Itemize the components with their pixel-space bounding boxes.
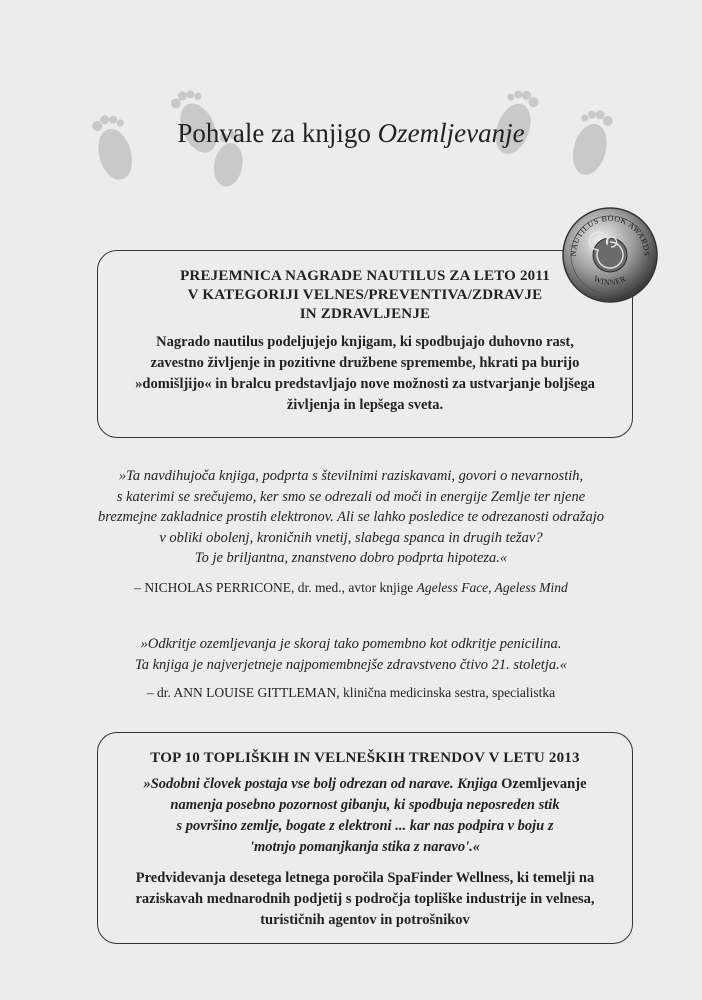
award-body-line: življenja in lepšega sveta.: [286, 397, 444, 413]
award-heading-line: IN ZDRAVLJENJE: [299, 306, 431, 322]
award-body-line: »domišljijo« in bralcu predstavljajo nove možnosti za ustvarjanje boljšega: [135, 376, 595, 392]
award-body-line: Nagrado nautilus podeljujejo knjigam, ki spodbujajo duhovno rast,: [156, 334, 574, 350]
title-book: Ozemljevanje: [377, 118, 525, 148]
trends-quote-line: s površino zemlje, bogate z elektroni ... kar nas podpira v boju z: [176, 818, 554, 834]
quote-line: v obliki obolenj, kroničnih vnetij, slabega spanca in drugih težav?: [159, 529, 543, 546]
attribution-gittleman: – dr. ANN LOUISE GITTLEMAN, klinična medicinska sestra, specialistka: [146, 685, 556, 700]
title-text: Pohvale za knjigo: [177, 118, 378, 148]
attribution-perricone: [0, 580, 702, 596]
seal-top-text: NAUTILUS BOOK AWARDS: [568, 213, 652, 257]
quote-line: To je briljantna, znanstveno dobro podprta hipoteza.«: [194, 550, 508, 566]
seal-bottom-text: WINNER: [592, 273, 628, 288]
trends-body-line: Predvidevanja desetega letnega poročila SpaFinder Wellness, ki temelji na: [135, 870, 595, 886]
trends-heading: TOP 10 TOPLIŠKIH IN VELNEŠKIH TRENDOV V LETU 2013: [150, 750, 580, 766]
trends-quote-line: 'motnjo pomanjkanja stika z naravo'.«: [249, 839, 481, 855]
quote-line: »Odkritje ozemljevanja je skoraj tako pomembno kot odkritje penicilina.: [140, 636, 562, 652]
award-box: [97, 250, 633, 438]
award-body: [98, 332, 632, 416]
attribution-book: Ageless Face, Ageless Mind: [416, 580, 568, 595]
trends-quote-book: Ozemljevanje: [501, 776, 587, 792]
quote-line: s katerimi se srečujemo, ker smo se odrezali od moči in energije Zemlje ter njene: [116, 488, 586, 505]
quote-line: brezmejne zakladnice prostih elektronov. Ali se lahko posledice te odrezanosti odražajo: [98, 509, 604, 525]
award-heading-line: V KATEGORIJI VELNES/PREVENTIVA/ZDRAVJE: [187, 287, 543, 303]
trends-box: [97, 732, 633, 944]
trends-body-line: turističnih agentov in potrošnikov: [260, 912, 470, 928]
award-body-line: zavestno življenje in pozitivne družbene spremembe, hkrati pa burijo: [150, 355, 580, 371]
trends-body: [98, 868, 632, 931]
trends-quote-line: namenja posebno pozornost gibanju, ki spodbuja neposreden stik: [170, 797, 560, 813]
trends-quote-line: [98, 774, 632, 795]
award-heading: [98, 267, 632, 324]
quote-gittleman: [0, 634, 702, 675]
attribution-text: – NICHOLAS PERRICONE, dr. med., avtor knjige: [134, 580, 417, 595]
trends-body-line: raziskavah mednarodnih podjetij s področja topliške industrije in velnesa,: [135, 891, 595, 907]
quote-line: »Ta navdihujoča knjiga, podprta s številnimi raziskavami, govori o nevarnostih,: [118, 468, 584, 484]
quote-line: Ta knjiga je najverjetneje najpomembnejše zdravstveno čtivo 21. stoletja.«: [135, 656, 567, 673]
quote-perricone: [0, 466, 702, 569]
trends-quote-text: »Sodobni človek postaja vse bolj odrezan od narave. Knjiga: [143, 776, 502, 792]
award-heading-line: PREJEMNICA NAGRADE NAUTILUS ZA LETO 2011: [180, 268, 550, 284]
trends-quote: [98, 774, 632, 858]
page-title: [0, 118, 702, 149]
nautilus-award-seal: [560, 205, 660, 305]
